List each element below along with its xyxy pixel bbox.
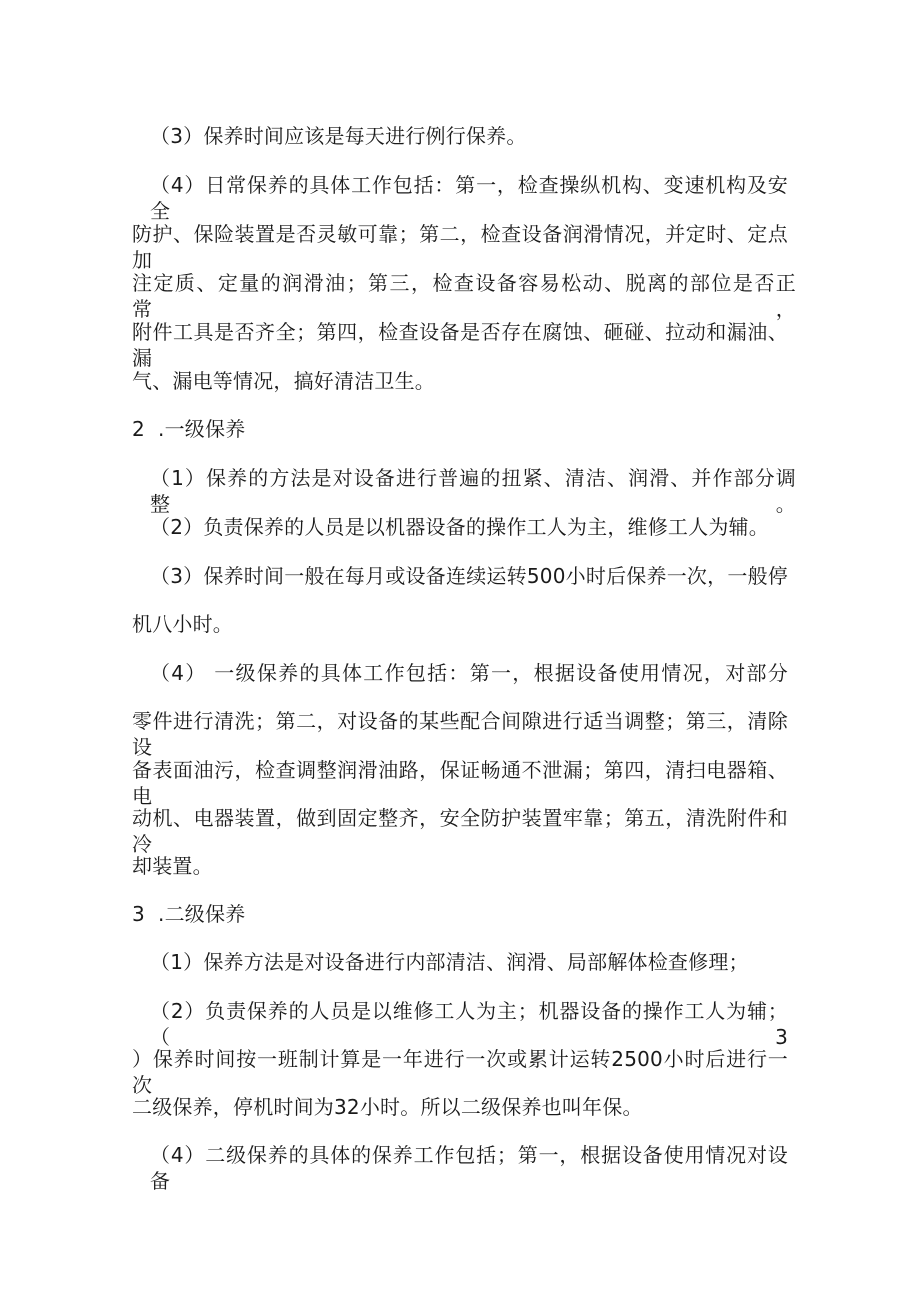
paragraph-line: 零件进行清洗；第二，对设备的某些配合间隙进行适当调整；第三，清除设 bbox=[132, 709, 788, 759]
paragraph-line: 气、漏电等情况，搞好清洁卫生。 bbox=[132, 369, 435, 393]
paragraph-line: （4）二级保养的具体的保养工作包括；第一，根据设备使用情况对设备 bbox=[150, 1143, 788, 1193]
section-heading: 3 .二级保养 bbox=[132, 902, 246, 926]
paragraph-line: ）保养时间按一班制计算是一年进行一次或累计运转2500小时后进行一次 bbox=[132, 1047, 788, 1097]
paragraph-line: （1）保养的方法是对设备进行普遍的扭紧、清洁、润滑、并作部分调整。 bbox=[150, 466, 796, 516]
paragraph-line: 机八小时。 bbox=[132, 612, 233, 636]
paragraph-line: （4）日常保养的具体工作包括：第一，检查操纵机构、变速机构及安全 bbox=[150, 173, 788, 223]
paragraph-line: （2）负责保养的人员是以维修工人为主；机器设备的操作工人为辅；（3 bbox=[150, 999, 788, 1049]
paragraph-line: 注定质、定量的润滑油；第三，检查设备容易松动、脱离的部位是否正常， bbox=[132, 271, 796, 321]
paragraph-line: （4） 一级保养的具体工作包括：第一，根据设备使用情况，对部分 bbox=[150, 661, 788, 685]
paragraph-line: 却装置。 bbox=[132, 854, 213, 878]
paragraph-line: 二级保养，停机时间为32小时。所以二级保养也叫年保。 bbox=[132, 1095, 643, 1119]
paragraph-line: （2）负责保养的人员是以机器设备的操作工人为主，维修工人为辅。 bbox=[150, 515, 769, 539]
paragraph-line: 附件工具是否齐全；第四，检查设备是否存在腐蚀、砸碰、拉动和漏油、漏 bbox=[132, 320, 788, 370]
paragraph-line: （1）保养方法是对设备进行内部清洁、润滑、局部解体检查修理； bbox=[150, 950, 749, 974]
paragraph-line: （3）保养时间应该是每天进行例行保养。 bbox=[150, 124, 527, 148]
paragraph-line: （3）保养时间一般在每月或设备连续运转500小时后保养一次，一般停 bbox=[150, 564, 788, 588]
paragraph-line: 防护、保险装置是否灵敏可靠；第二，检查设备润滑情况，并定时、定点加 bbox=[132, 222, 788, 272]
section-heading: 2 .一级保养 bbox=[132, 417, 246, 441]
paragraph-line: 备表面油污，检查调整润滑油路，保证畅通不泄漏；第四，清扫电器箱、电 bbox=[132, 758, 788, 808]
paragraph-line: 动机、电器装置，做到固定整齐，安全防护装置牢靠；第五，清洗附件和冷 bbox=[132, 806, 788, 856]
